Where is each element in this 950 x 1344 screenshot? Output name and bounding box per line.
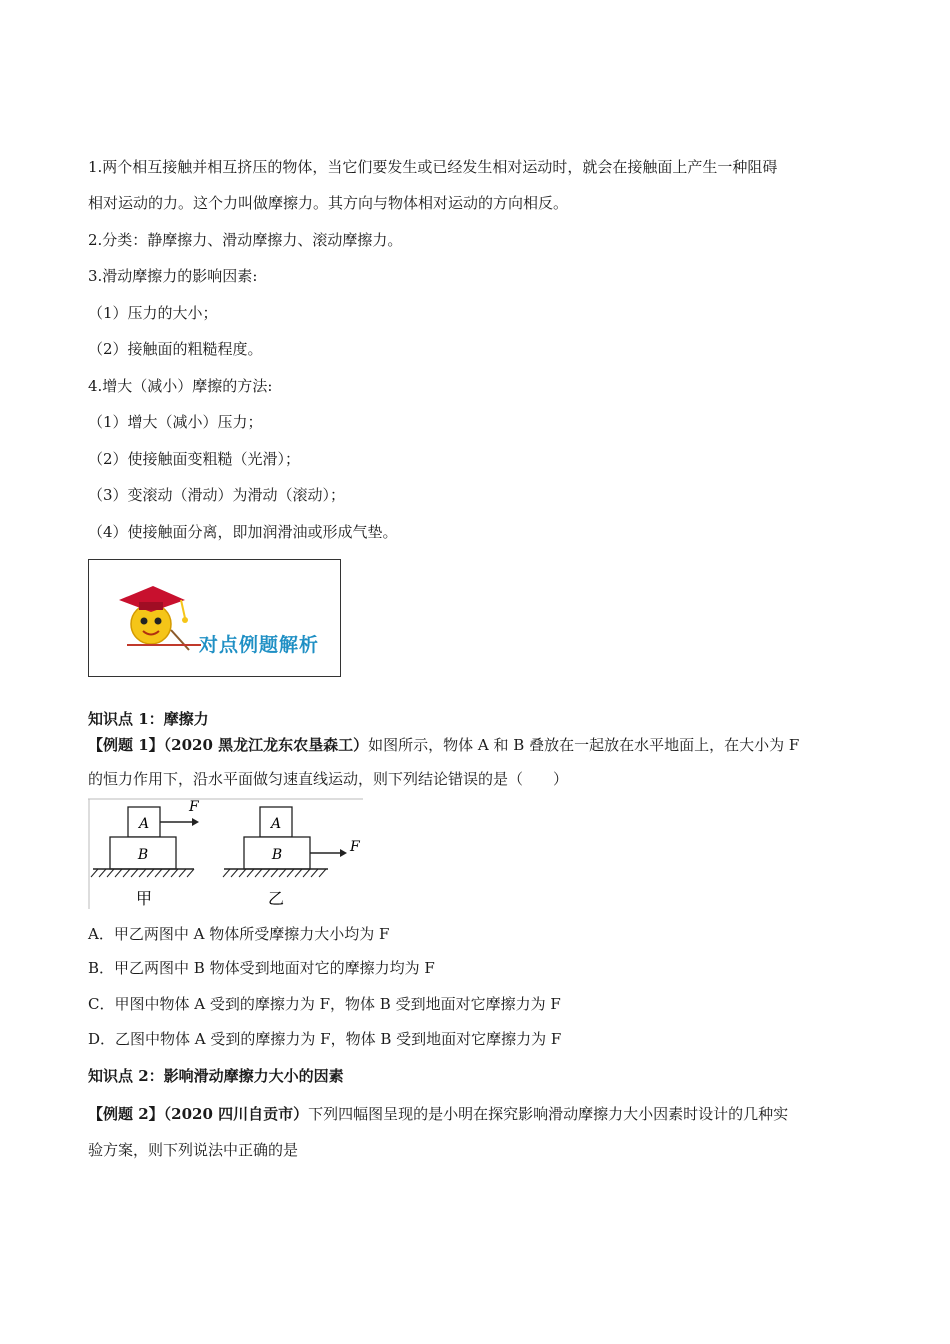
yi-label-b: B — [271, 847, 283, 863]
example-1-text: 如图所示，物体 A 和 B 叠放在一起放在水平地面上，在大小为 F — [368, 736, 800, 754]
intro-paragraph-4-item-1: （1）增大（减小）压力； — [88, 413, 263, 431]
diagram-jia — [91, 799, 200, 877]
intro-paragraph-1-line-2: 相对运动的力。这个力叫做摩擦力。其方向与物体相对运动的方向相反。 — [88, 194, 569, 212]
banner-rule — [127, 644, 201, 646]
example-2-text: 下列四幅图呈现的是小明在探究影响滑动摩擦力大小因素时设计的几种实 — [308, 1105, 789, 1123]
intro-paragraph-4-item-2: （2）使接触面变粗糙（光滑）； — [88, 450, 301, 468]
example-1-option-b: B．甲乙两图中 B 物体受到地面对它的摩擦力均为 F — [88, 959, 435, 977]
example-1-option-a: A．甲乙两图中 A 物体所受摩擦力大小均为 F — [88, 925, 390, 943]
yi-label-a: A — [270, 816, 282, 832]
figure-caption-yi: 乙 — [267, 889, 285, 908]
intro-paragraph-4-item-4: （4）使接触面分离，即加润滑油或形成气垫。 — [88, 523, 398, 541]
banner-title: 对点例题解析 — [199, 634, 320, 656]
intro-paragraph-4-item-3: （3）变滚动（滑动）为滑动（滚动）； — [88, 486, 346, 504]
example-2-question-line-2: 验方案，则下列说法中正确的是 — [88, 1141, 299, 1159]
intro-paragraph-2: 2.分类：静摩擦力、滑动摩擦力、滚动摩擦力。 — [88, 231, 403, 249]
intro-paragraph-4: 4.增大（减小）摩擦的方法: — [88, 377, 273, 395]
yi-label-f: F — [350, 839, 360, 855]
example-1-option-d: D．乙图中物体 A 受到的摩擦力为 F，物体 B 受到地面对它摩擦力为 F — [88, 1030, 562, 1048]
example-1-figure — [88, 797, 363, 912]
example-1-question-line-2: 的恒力作用下，沿水平面做匀速直线运动，则下列结论错误的是（ ） — [88, 770, 569, 788]
intro-paragraph-3-item-2: （2）接触面的粗糙程度。 — [88, 340, 263, 358]
example-analysis-banner — [88, 559, 341, 677]
jia-label-b: B — [137, 847, 149, 863]
jia-label-f: F — [189, 799, 199, 815]
example-2-question-line-1 — [88, 1104, 788, 1124]
student-mascot-icon — [111, 574, 201, 654]
example-1-option-c: C．甲图中物体 A 受到的摩擦力为 F，物体 B 受到地面对它摩擦力为 F — [88, 995, 561, 1013]
intro-paragraph-3: 3.滑动摩擦力的影响因素: — [88, 267, 258, 285]
knowledge-point-2-heading: 知识点 2：影响滑动摩擦力大小的因素 — [88, 1067, 344, 1085]
example-1-question-line-1 — [88, 735, 799, 755]
knowledge-point-1-heading: 知识点 1：摩擦力 — [88, 710, 209, 728]
figure-caption-jia: 甲 — [135, 889, 153, 908]
example-2-tag: 【例题 2】（2020 四川自贡市） — [88, 1105, 309, 1123]
intro-paragraph-1-line-1: 1.两个相互接触并相互挤压的物体，当它们要发生或已经发生相对运动时，就会在接触面上产生一种阻碍 — [88, 158, 778, 176]
example-1-tag: 【例题 1】（2020 黑龙江龙东农垦森工） — [88, 736, 369, 754]
intro-paragraph-3-item-1: （1）压力的大小； — [88, 304, 218, 322]
jia-label-a: A — [138, 816, 150, 832]
diagram-yi — [223, 807, 361, 877]
